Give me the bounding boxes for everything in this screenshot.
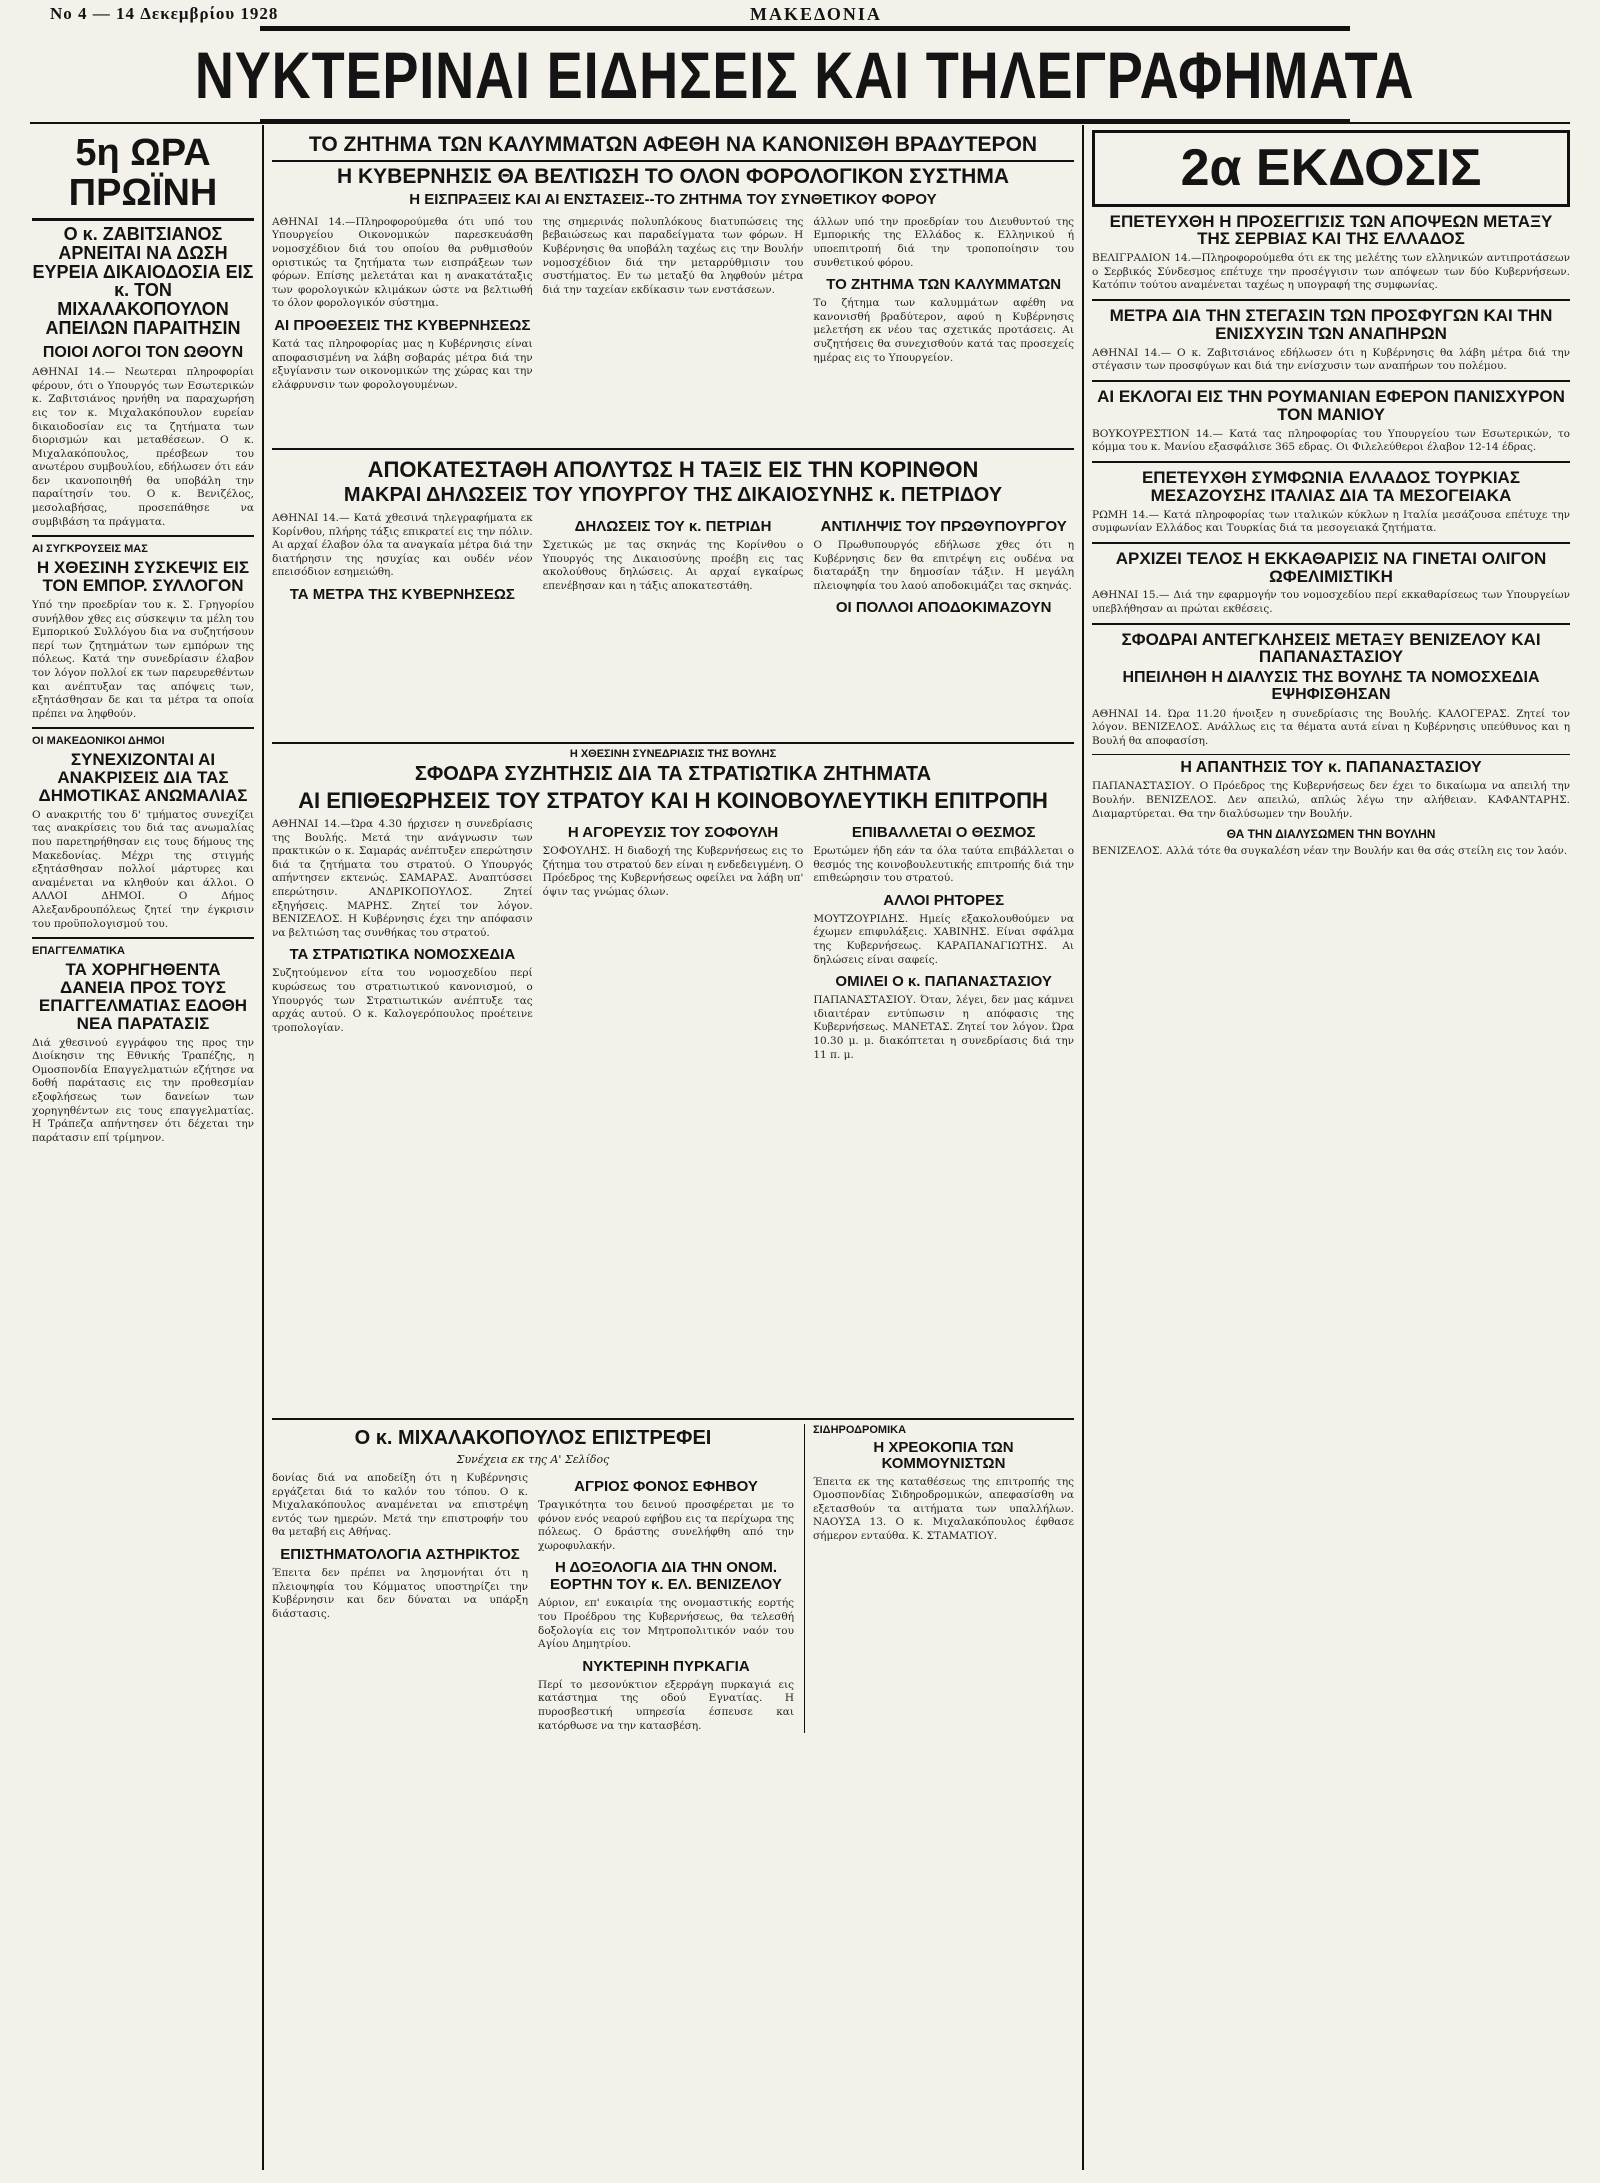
left-text-1: ΑΘΗΝΑΙ 14.— Νεωτεραι πληροφορίαι φέρουν, ότι ο Υπουργός των Εσωτερικών κ. Ζαβιτσιάνος ηρνήθη να παραχωρήση εις τον κ. Μιχαλακόπουλον ευρείαν δικαιοδοσίαν εις τα ζητήματα των διορισμών και μεταθέσεων. Ο κ. Μιχαλακόπουλος, πρέσβεων του ανωτέρου συμβουλίου, εδήλωσεν ότι εάν δεν ικανοποιηθή θα υποβάλη την παραίτησίν του. Ο κ. Βενιζέλος, μεσολαβήσας, προσεπάθησε να συμβιβάση τα πράγματα. <box>32 366 254 528</box>
masthead-title: ΝΥΚΤΕΡΙΝΑΙ ΕΙΔΗΣΕΙΣ ΚΑΙ ΤΗΛΕΓΡΑΦΗΜΑΤΑ <box>195 38 1415 112</box>
right-text-4: ΡΩΜΗ 14.— Κατά πληροφορίας των ιταλικών κύκλων η Ιταλία μεσάζουσα επέτυχε την συμφωνίαν Ελλάδος και Τουρκίας διά τα μεσογειακά ζητήματα. <box>1092 508 1570 535</box>
michalakopoulos-article <box>272 1418 1074 1733</box>
left-headline-3: ΣΥΝΕΧΙΖΟΝΤΑΙ ΑΙ ΑΝΑΚΡΙΣΕΙΣ ΔΙΑ ΤΑΣ ΔΗΜΟΤΙΚΑΣ ΑΝΩΜΑΛΙΑΣ <box>38 750 248 805</box>
parliament-text-2: Συζητούμενον είτα του νομοσχεδίου περί κυρώσεως του στρατιωτικού κανονισμού, ο Υπουργός των Στρατιωτικών ανέπτυξε τας αρχάς αυτού. Ο κ. Καλογερόπουλος προέτεινε τροπολογίαν. <box>272 967 533 1034</box>
michalakopoulos-text-1: δονίας διά να αποδείξη ότι η Κυβέρνησις εργάζεται διά το καλόν του τόπου. Ο κ. Μιχαλακόπουλος αναμένεται να επιστρέψη εντός των ημερών. Μετά την επιστροφήν του θα μεταβή εις Αθήνας. <box>272 1472 528 1539</box>
michalakopoulos-sub-5: ΣΙΔΗΡΟΔΡΟΜΙΚΑ <box>813 1424 907 1436</box>
michalakopoulos-sub-4: ΝΥΚΤΕΡΙΝΗ ΠΥΡΚΑΓΙΑ <box>582 1657 750 1675</box>
parliament-sub-3: ΕΠΙΒΑΛΛΕΤΑΙ Ο ΘΕΣΜΟΣ <box>851 824 1036 842</box>
parliament-headline: ΣΦΟΔΡΑ ΣΥΖΗΤΗΣΙΣ ΔΙΑ ΤΑ ΣΤΡΑΤΙΩΤΙΚΑ ΖΗΤΗΜΑΤΑ <box>414 763 932 785</box>
right-headline-5: ΑΡΧΙΖΕΙ ΤΕΛΟΣ Η ΕΚΚΑΘΑΡΙΣΙΣ ΝΑ ΓΙΝΕΤΑΙ ΟΛΙΓΟΝ ΩΦΕΛΙΜΙΣΤΙΚΗ <box>1115 548 1547 586</box>
center-top-text-5: Το ζήτημα των καλυμμάτων αφέθη να κανονισθή βραδύτερον, αφού η Κυβέρνησις μελετήση εκ νέου τας σχετικάς προτάσεις. Αι συζητήσεις θα συνεχισθούν κατά τας προσεχείς ημέρας εις το Υπουργείον. <box>813 297 1075 364</box>
corinth-text-1: ΑΘΗΝΑΙ 14.— Κατά χθεσινά τηλεγραφήματα εκ Κορίνθου, πλήρης τάξις επικρατεί εις την πόλιν. Αι αρχαί έλαβον όλα τα αναγκαία μέτρα διά την διατήρησιν της ησυχίας και ουδέν νέον επεισόδιον εσημειώθη. <box>272 512 533 579</box>
right-headline-3: ΑΙ ΕΚΛΟΓΑΙ ΕΙΣ ΤΗΝ ΡΟΥΜΑΝΙΑΝ ΕΦΕΡΟΝ ΠΑΝΙΣΧΥΡΟΝ ΤΟΝ ΜΑΝΙΟΥ <box>1097 386 1565 424</box>
corinth-article <box>272 448 1074 620</box>
parliament-sub-2: Η ΑΓΟΡΕΥΣΙΣ ΤΟΥ ΣΟΦΟΥΛΗ <box>567 824 779 842</box>
parliament-sub-5: ΟΜΙΛΕΙ Ο κ. ΠΑΠΑΝΑΣΤΑΣΙΟΥ <box>835 973 1052 991</box>
parliament-text-6: ΠΑΠΑΝΑΣΤΑΣΙΟΥ. Όταν, λέγει, δεν μας κάμνει ιδιαιτέραν εντύπωσιν η απόφασις της Κυβερνήσεως. ΜΑΝΕΤΑΣ. Ζητεί τον λόγον. Ώρα 10.30 μ. μ. διακόπτεται η συνεδρίασις διά την 11 π. μ. <box>813 994 1075 1061</box>
center-top-text-1: ΑΘΗΝΑΙ 14.—Πληροφορούμεθα ότι υπό του Υπουργείου Οικονομικών παρεσκευάσθη νομοσχέδιον διά του οποίου θα ρυθμισθούν οριστικώς τα ζητήματα των εισπράξεων των φόρων. Επίσης μελετάται και η ανακατάταξις των φορολογικών κλιμάκων ώστε να βελτιωθή το όλον φορολογικόν σύστημα. <box>272 215 533 310</box>
left-text-2: Υπό την προεδρίαν του κ. Σ. Γρηγορίου συνήλθον χθες εις σύσκεψιν τα μέλη του Εμπορικού Συλλόγου δια να συζητήσουν περί των ζητημάτων των εμπόρων της πόλεως. Κατά την συνεδρίασιν έλαβον τον λόγον πολλοί εκ των παρευρεθέντων και ανέπτυξαν τας απόψεις των, εξητάσθησαν δε και τα μέτρα τα οποία πρέπει να ληφθούν. <box>32 598 254 720</box>
parliament-text-5: ΜΟΥΤΖΟΥΡΙΔΗΣ. Ημείς εξακολουθούμεν να έχωμεν επιφυλάξεις. ΧΑΒΙΝΗΣ. Είναι σφάλμα της Κυβερνήσεως. ΚΑΡΑΠΑΝΑΓΙΩΤΗΣ. Αι δηλώσεις είναι σαφείς. <box>813 912 1075 966</box>
left-headline: Ο κ. ΖΑΒΙΤΣΙΑΝΟΣ ΑΡΝΕΙΤΑΙ ΝΑ ΔΩΣΗ ΕΥΡΕΙΑ ΔΙΚΑΙΟΔΟΣΙΑ ΕΙΣ κ. ΤΟΝ ΜΙΧΑΛΑΚΟΠΟΥΛΟΝ ΑΠΕΙΛΩΝ ΠΑΡΑΙΤΗΣΙΝ <box>32 223 254 339</box>
right-headline-2: ΜΕΤΡΑ ΔΙΑ ΤΗΝ ΣΤΕΓΑΣΙΝ ΤΩΝ ΠΡΟΣΦΥΓΩΝ ΚΑΙ ΤΗΝ ΕΝΙΣΧΥΣΙΝ ΤΩΝ ΑΝΑΠΗΡΩΝ <box>1109 306 1553 343</box>
center-top-deck-2: Η ΕΙΣΠΡΑΞΕΙΣ ΚΑΙ ΑΙ ΕΝΣΤΑΣΕΙΣ--ΤΟ ΖΗΤΗΜΑ ΤΟΥ ΣΥΝΘΕΤΙΚΟΥ ΦΟΡΟΥ <box>409 191 937 209</box>
corinth-sub-4: ΟΙ ΠΟΛΛΟΙ ΑΠΟΔΟΚΙΜΑΖΟΥΝ <box>835 599 1052 617</box>
parliament-label: Η ΧΘΕΣΙΝΗ ΣΥΝΕΔΡΙΑΣΙΣ ΤΗΣ ΒΟΥΛΗΣ <box>569 748 777 760</box>
parliament-text-3: ΣΟΦΟΥΛΗΣ. Η διαδοχή της Κυβερνήσεως εις το ζήτημα του στρατού δεν είναι η ενδεδειγμένη. Ο Πρόεδρος της Κυβερνήσεως οφείλει να λάβη υπ' όψιν τας γνώμας όλων. <box>542 845 804 898</box>
corinth-sub-3: ΑΝΤΙΛΗΨΙΣ ΤΟΥ ΠΡΩΘΥΠΟΥΡΓΟΥ <box>820 518 1067 536</box>
corinth-sub-1: ΤΑ ΜΕΤΡΑ ΤΗΣ ΚΥΒΕΡΝΗΣΕΩΣ <box>289 586 515 604</box>
issue-date: Νo 4 — 14 Δεκεμβρίου 1928 <box>50 4 279 23</box>
parliament-deck: ΑΙ ΕΠΙΘΕΩΡΗΣΕΙΣ ΤΟΥ ΣΤΡΑΤΟΥ ΚΑΙ Η ΚΟΙΝΟΒΟΥΛΕΥΤΙΚΗ ΕΠΙΤΡΟΠΗ <box>298 788 1048 813</box>
masthead <box>195 26 1415 124</box>
center-top-article <box>272 130 1074 392</box>
michalakopoulos-byline: Συνέχεια εκ της Α' Σελίδος <box>456 1453 610 1466</box>
center-top-text-4: άλλων υπό την προεδρίαν του Διευθυντού της Εμπορικής της Ελλάδος κ. Ελληνικού ή υποεπιτροπή διά την τροποποίησιν του συνθετικού φόρου. <box>813 215 1075 269</box>
parliament-text-1: ΑΘΗΝΑΙ 14.—Ώρα 4.30 ήρχισεν η συνεδρίασις της Βουλής. Μετά την ανάγνωσιν των πρακτικών ο κ. Σαμαράς ανέπτυξεν επερώτησιν διά τα ζητήματα του στρατού. Ο Υπουργός απήντησεν εκτενώς. ΣΑΜΑΡΑΣ. Αναπτύσσει επερώτησιν. ΑΝΔΡΙΚΟΠΟΥΛΟΣ. Ζητεί εξηγήσεις. ΜΑΡΗΣ. Ζητεί τον λόγον. ΒΕΝΙΖΕΛΟΣ. Η Κυβέρνησις έχει την απόφασιν να βελτιώση τας συνθήκας του στρατού. <box>272 818 533 939</box>
left-text-3: Ο ανακριτής του δ' τμήματος συνεχίζει τας ανακρίσεις του διά τας ανωμαλίας που παρετηρήθησαν εις τους δήμους της Μακεδονίας. Μέχρι της στιγμής εξητάσθησαν πολλοί μάρτυρες και αναμένεται να κληθούν και άλλοι. Ο ΑΛΛΟΙ ΔΗΜΟΙ. Ο Δήμος Αλεξανδρουπόλεως ζητεί την έγκρισιν του προϋπολογισμού του. <box>32 808 254 930</box>
edition-label: 2α ΕΚΔΟΣΙΣ <box>1180 139 1482 197</box>
left-label-2: ΑΙ ΣΥΓΚΡΟΥΣΕΙΣ ΜΑΣ <box>32 543 148 556</box>
michalakopoulos-text-2: Έπειτα δεν πρέπει να λησμονήται ότι η πλειοψηφία του Κόμματος υποστηρίζει την Κυβέρνησιν και δεν δύναται να υπάρξη διάστασις. <box>272 1566 528 1620</box>
left-column <box>32 130 254 1145</box>
corinth-sub-2: ΔΗΛΩΣΕΙΣ ΤΟΥ κ. ΠΕΤΡΙΔΗ <box>574 518 772 536</box>
right-text-8: ΒΕΝΙΖΕΛΟΣ. Αλλά τότε θα συγκαλέση νέαν την Βουλήν και θα σάς στείλη εις τον λαόν. <box>1092 845 1568 858</box>
michalakopoulos-text-5: Περί το μεσονύκτιον εξερράγη πυρκαγιά εις κατάστημα της οδού Εγνατίας. Η πυροσβεστική υπηρεσία έσπευσε και κατόρθωσε να την κατασβέση. <box>538 1678 794 1732</box>
parliament-sub-4: ΑΛΛΟΙ ΡΗΤΟΡΕΣ <box>883 891 1005 909</box>
corinth-text-3: Ο Πρωθυπουργός εδήλωσε χθες ότι η Κυβέρνησις δεν θα επιτρέψη εις ουδένα να διαταράξη την δημοσίαν τάξιν. Η μεγάλη πλειοψηφία του λαού αποδοκιμάζει τας σκηνάς. <box>813 539 1075 592</box>
center-top-sub-1: ΑΙ ΠΡΟΘΕΣΕΙΣ ΤΗΣ ΚΥΒΕΡΝΗΣΕΩΣ <box>274 317 531 334</box>
right-text-5: ΑΘΗΝΑΙ 15.— Διά την εφαρμογήν του νομοσχεδίου περί εκκαθαρίσεως των Υπουργείων υπεβλήθησαν αι πρώται εκθέσεις. <box>1092 589 1570 615</box>
michalakopoulos-text-3: Τραγικότητα του δεινού προσφέρεται με το φόνον ενός νεαρού εφήβου εις τα περίχωρα της πόλεως. Ο δράστης συνελήφθη από την χωροφυλακήν. <box>538 1499 794 1552</box>
michalakopoulos-sub-6: Η ΧΡΕΟΚΟΠΙΑ ΤΩΝ ΚΟΜΜΟΥΝΙΣΤΩΝ <box>873 1439 1014 1472</box>
right-text-6: ΑΘΗΝΑΙ 14. Ώρα 11.20 ήνοιξεν η συνεδρίασις της Βουλής. ΚΑΛΟΓΕΡΑΣ. Ζητεί τον λόγον. ΒΕΝΙΖΕΛΟΣ. Ανάλλως εις τα θέματα αυτά είναι η Κυβέρνησις υπεύθυνος και η Βουλή θα αποφασίση. <box>1092 707 1570 748</box>
michalakopoulos-sub-1: ΕΠΙΣΤΗΜΑΤΟΛΟΓΙΑ ΑΣΤΗΡΙΚΤΟΣ <box>280 1545 520 1563</box>
paper-name: ΜΑΚΕΔΟΝΙΑ <box>750 4 882 24</box>
michalakopoulos-text-6: Έπειτα εκ της καταθέσεως της επιτροπής της Ομοσπονδίας Σιδηροδρομικών, απεφασίσθη να εξετασθούν τα αιτήματα των υπαλλήλων. ΝΑΟΥΣΑ 13. Ο κ. Μιχαλακόπουλος έφθασε σήμερον ενταύθα. Κ. ΣΤΑΜΑΤΙΟΥ. <box>813 1475 1074 1542</box>
right-headline-4: ΕΠΕΤΕΥΧΘΗ ΣΥΜΦΩΝΙΑ ΕΛΛΑΔΟΣ ΤΟΥΡΚΙΑΣ ΜΕΣΑΖΟΥΣΗΣ ΙΤΑΛΙΑΣ ΔΙΑ ΤΑ ΜΕΣΟΓΕΙΑΚΑ <box>1141 467 1521 505</box>
michalakopoulos-headline: Ο κ. ΜΙΧΑΛΑΚΟΠΟΥΛΟΣ ΕΠΙΣΤΡΕΦΕΙ <box>354 1427 712 1449</box>
corinth-text-2: Σχετικώς με τας σκηνάς της Κορίνθου ο Υπουργός της Δικαιοσύνης προέβη εις τας ακολούθους δηλώσεις. Αι αρχαί εγκαίρως επενέβησαν και η τάξις αποκατεστάθη. <box>542 539 804 592</box>
parliament-text-4: Ερωτώμεν ήδη εάν τα όλα ταύτα επιβάλλεται ο θεσμός της κοινοβουλευτικής επιτροπής διά την επιθεώρησιν του στρατού. <box>813 845 1075 885</box>
parliament-sub-1: ΤΑ ΣΤΡΑΤΙΩΤΙΚΑ ΝΟΜΟΣΧΕΔΙΑ <box>289 946 516 964</box>
center-top-deck-1: Η ΚΥΒΕΡΝΗΣΙΣ ΘΑ ΒΕΛΤΙΩΣΗ ΤΟ ΟΛΟΝ ΦΟΡΟΛΟΓΙΚΟΝ ΣΥΣΤΗΜΑ <box>272 160 1074 188</box>
right-text-3: ΒΟΥΚΟΥΡΕΣΤΙΟΝ 14.— Κατά τας πληροφορίας του Υπουργείου των Εσωτερικών, το κόμμα του κ. Μανίου εξασφάλισε 365 εδρας. Οι Φιλελεύθεροι έλαβον 12-14 έδρας. <box>1092 427 1570 454</box>
left-label-3: ΟΙ ΜΑΚΕΔΟΝΙΚΟΙ ΔΗΜΟΙ <box>32 735 165 748</box>
left-headline-4: ΤΑ ΧΟΡΗΓΗΘΕΝΤΑ ΔΑΝΕΙΑ ΠΡΟΣ ΤΟΥΣ ΕΠΑΓΓΕΛΜΑΤΙΑΣ ΕΔΟΘΗ ΝΕΑ ΠΑΡΑΤΑΣΙΣ <box>38 960 248 1033</box>
corinth-deck: ΜΑΚΡΑΙ ΔΗΛΩΣΕΙΣ ΤΟΥ ΥΠΟΥΡΓΟΥ ΤΗΣ ΔΙΚΑΙΟΣΥΝΗΣ κ. ΠΕΤΡΙΔΟΥ <box>343 484 1003 507</box>
right-text-2: ΑΘΗΝΑΙ 14.— Ο κ. Ζαβιτσιάνος εδήλωσεν ότι η Κυβέρνησις θα λάβη μέτρα διά την στέγασιν των προσφύγων και διά την ενίσχυσιν των αναπήρων του πολέμου. <box>1092 346 1570 373</box>
right-text-1: ΒΕΛΙΓΡΑΔΙΟΝ 14.—Πληροφορούμεθα ότι εκ της μελέτης των ελληνικών αντιπροτάσεων ο Σερβικός Σύνδεσμος επέτυχε την προσέγγισιν των απόψεων των δύο Κυβερνήσεων. Κατόπιν τούτου αναμένεται ταχέως η υπογραφή της συμφωνίας. <box>1092 252 1570 292</box>
right-text-7: ΠΑΠΑΝΑΣΤΑΣΙΟΥ. Ο Πρόεδρος της Κυβερνήσεως δεν έχει το δικαίωμα να απειλή την Βουλήν. ΒΕΝΙΖΕΛΟΣ. Δεν απειλώ, απλώς λέγω την αλήθειαν. ΚΑΦΑΝΤΑΡΗΣ. Διαμαρτύρεται. Θα την διαλύσωμεν την Βουλήν. <box>1092 780 1570 820</box>
right-deck-6: ΗΠΕΙΛΗΘΗ Η ΔΙΑΛΥΣΙΣ ΤΗΣ ΒΟΥΛΗΣ ΤΑ ΝΟΜΟΣΧΕΔΙΑ ΕΨΗΦΙΣΘΗΣΑΝ <box>1122 669 1540 704</box>
right-sub-8: ΘΑ ΤΗΝ ΔΙΑΛΥΣΩΜΕΝ ΤΗΝ ΒΟΥΛΗΝ <box>1226 827 1436 842</box>
left-subhead: ΠΟΙΟΙ ΛΟΓΟΙ ΤΟΝ ΩΘΟΥΝ <box>42 344 244 362</box>
michalakopoulos-sub-2: ΑΓΡΙΟΣ ΦΟΝΟΣ ΕΦΗΒΟΥ <box>574 1478 758 1495</box>
left-label-4: ΕΠΑΓΓΕΛΜΑΤΙΚΑ <box>32 945 125 958</box>
right-headline-6: ΣΦΟΔΡΑΙ ΑΝΤΕΓΚΛΗΣΕΙΣ ΜΕΤΑΞΥ ΒΕΝΙΖΕΛΟΥ ΚΑΙ ΠΑΠΑΝΑΣΤΑΣΙΟΥ <box>1121 629 1541 667</box>
corinth-headline: ΑΠΟΚΑΤΕΣΤΑΘΗ ΑΠΟΛΥΤΩΣ Η ΤΑΞΙΣ ΕΙΣ ΤΗΝ ΚΟΡΙΝΘΟΝ <box>367 457 979 482</box>
center-top-text-3: της σημερινάς πολυπλόκους διατυπώσεις της βεβαιώσεως και παραδείγματα των φόρων. Η Κυβέρνησις θα υποβάλη ταχέως εις την Βουλήν νομοσχέδιον διά την μεταρρύθμισιν του συστήματος. Εν τω μεταξύ θα ληφθούν μέτρα διά την ταχείαν εκδίκασιν των ενστάσεων. <box>542 215 804 296</box>
center-top-text-2: Κατά τας πληροφορίας μας η Κυβέρνησις είναι αποφασισμένη να λάβη σοβαράς μέτρα διά την εξυγίανσιν των οικονομικών της χώρας και την ελάφρυνσιν των φορολογουμένων. <box>272 338 533 391</box>
center-top-sub-2: ΤΟ ΖΗΤΗΜΑ ΤΩΝ ΚΑΛΥΜΜΑΤΩΝ <box>826 276 1062 294</box>
left-text-4: Διά χθεσινού εγγράφου της προς την Διοίκησιν της Εθνικής Τραπέζης, η Ομοσπονδία Επαγγελματιών εζήτησε να δοθή παράτασις εις την προθεσμίαν εξοφλήσεως των δανείων των χορηγηθέντων εις τους επαγγελματίας. Η Τράπεζα απήντησεν ότι δέχεται την παράτασιν επί τρίμηνον. <box>32 1036 254 1144</box>
right-headline-7: Η ΑΠΑΝΤΗΣΙΣ ΤΟΥ κ. ΠΑΠΑΝΑΣΤΑΣΙΟΥ <box>1180 758 1482 776</box>
kicker: 5η ΩΡΑ ΠΡΩΪΝΗ <box>32 134 254 221</box>
center-top-headline: ΤΟ ΖΗΤΗΜΑ ΤΩΝ ΚΑΛΥΜΜΑΤΩΝ ΑΦΕΘΗ ΝΑ ΚΑΝΟΝΙΣΘΗ ΒΡΑΔΥΤΕΡΟΝ <box>308 133 1038 156</box>
right-headline-1: ΕΠΕΤΕΥΧΘΗ Η ΠΡΟΣΕΓΓΙΣΙΣ ΤΩΝ ΑΠΟΨΕΩΝ ΜΕΤΑΞΥ ΤΗΣ ΣΕΡΒΙΑΣ ΚΑΙ ΤΗΣ ΕΛΛΑΔΟΣ <box>1109 211 1553 249</box>
right-column <box>1092 130 1570 859</box>
left-headline-2: Η ΧΘΕΣΙΝΗ ΣΥΣΚΕΨΙΣ ΕΙΣ ΤΟΝ ΕΜΠΟΡ. ΣΥΛΛΟΓΟΝ <box>36 558 250 596</box>
parliament-article <box>272 742 1074 1062</box>
michalakopoulos-text-4: Αύριον, επ' ευκαιρία της ονομαστικής εορτής του Προέδρου της Κυβερνήσεως, θα τελεσθή δοξολογία εις τον Μητροπολιτικόν ναόν του Αγίου Δημητρίου. <box>538 1597 794 1651</box>
top-line <box>30 4 1590 24</box>
michalakopoulos-sub-3: Η ΔΟΞΟΛΟΓΙΑ ΔΙΑ ΤΗΝ ΟΝΟΜ. ΕΟΡΤΗΝ ΤΟΥ κ. ΕΛ. ΒΕΝΙΖΕΛΟΥ <box>550 1559 782 1594</box>
